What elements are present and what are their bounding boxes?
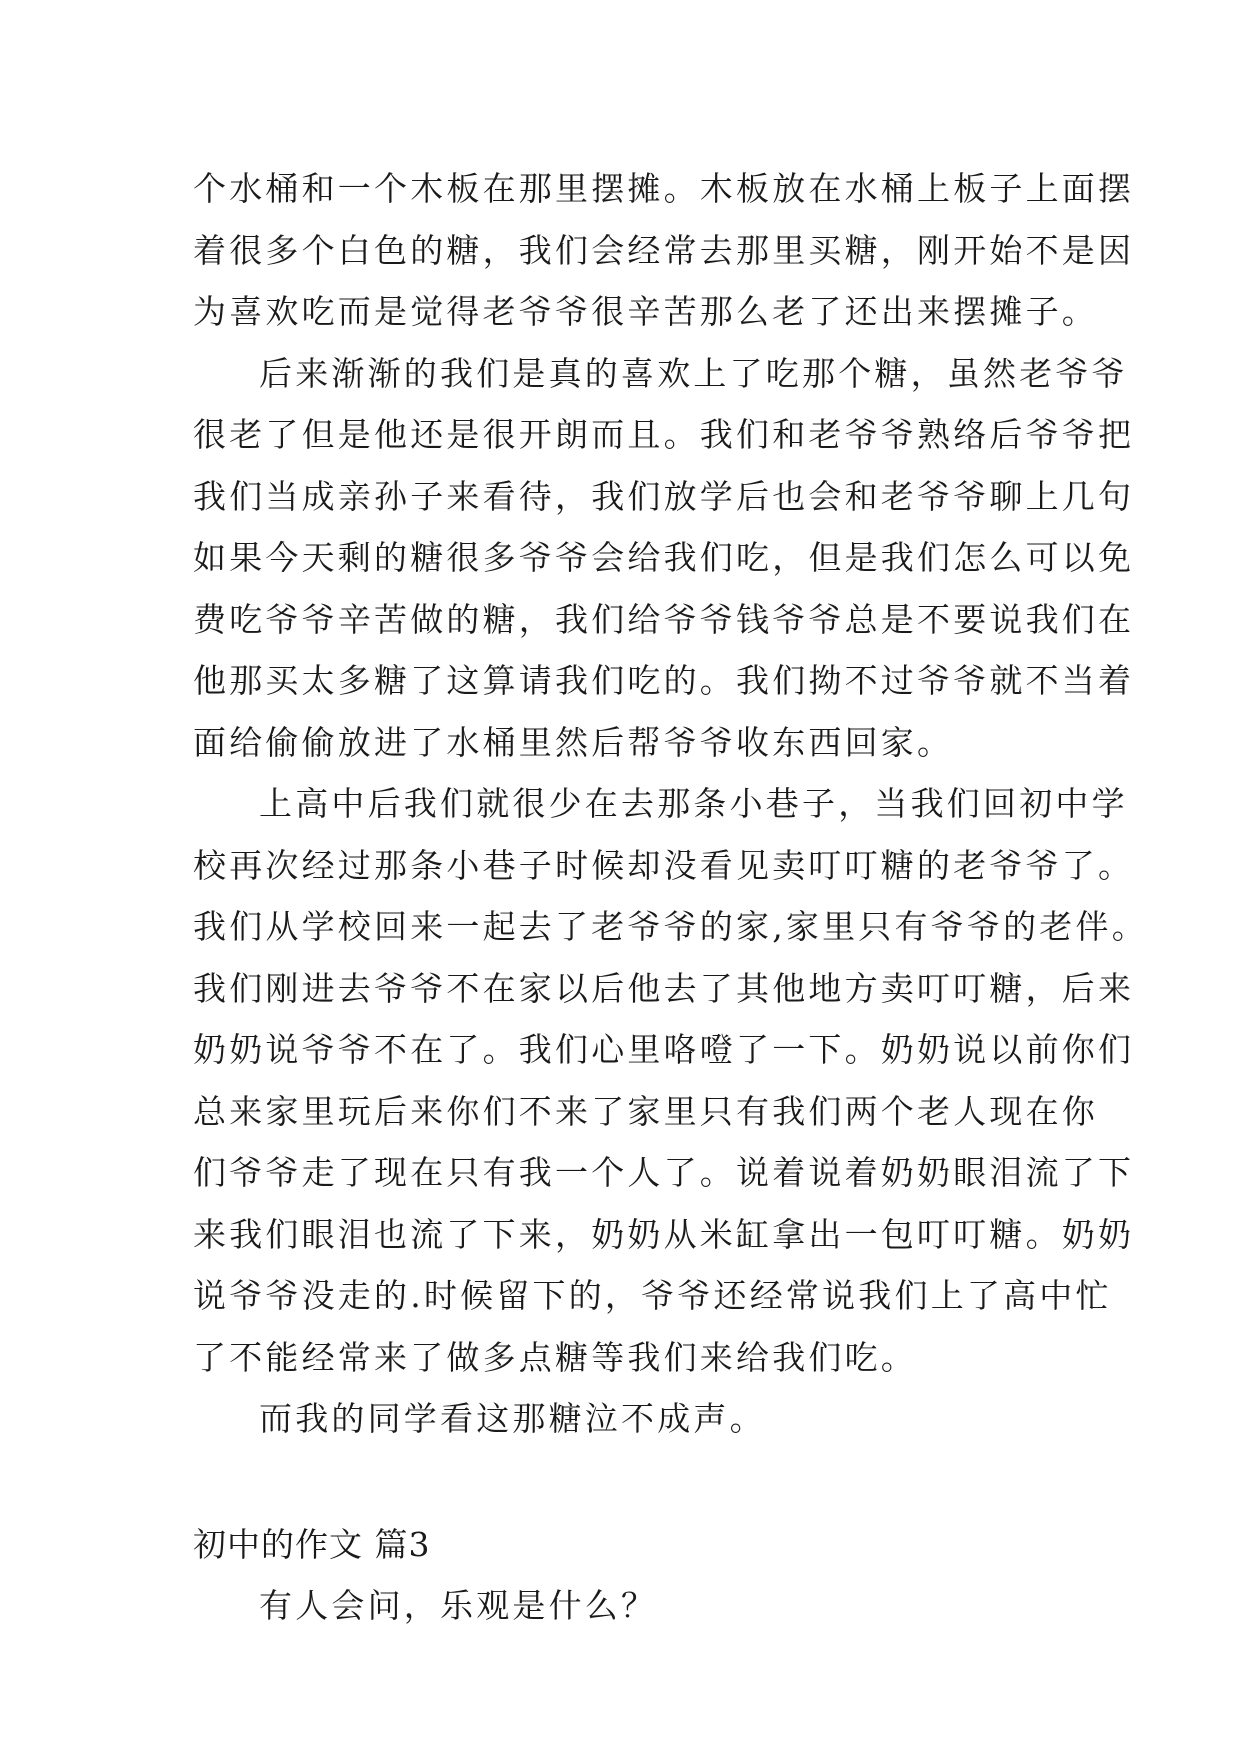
paragraph-start-line: 而我的同学看这那糖泣不成声。: [259, 1399, 766, 1438]
essay-body: [193, 158, 1148, 1637]
text-line: 着很多个白色的糖，我们会经常去那里买糖，刚开始不是因: [193, 230, 1135, 270]
text-line: 我们从学校回来一起去了老爷爷的家,家里只有爷爷的老伴。: [193, 907, 1148, 946]
text-line: 来我们眼泪也流了下来，奶奶从米缸拿出一包叮叮糖。奶奶: [193, 1214, 1135, 1254]
text-line: 如果今天剩的糖很多爷爷会给我们吃，但是我们怎么可以免: [193, 538, 1135, 577]
paragraph-start-line: 有人会问，乐观是什么？: [259, 1586, 658, 1625]
text-line: 为喜欢吃而是觉得老爷爷很辛苦那么老了还出来摆摊子。: [193, 292, 1098, 331]
text-line: 们爷爷走了现在只有我一个人了。说着说着奶奶眼泪流了下: [193, 1153, 1135, 1192]
section-gap: [193, 1450, 1073, 1514]
text-line: 奶奶说爷爷不在了。我们心里咯噔了一下。奶奶说以前你们: [193, 1030, 1135, 1069]
text-line: 很老了但是他还是很开朗而且。我们和老爷爷熟络后爷爷把: [193, 415, 1135, 454]
text-line: 我们刚进去爷爷不在家以后他去了其他地方卖叮叮糖，后来: [193, 968, 1135, 1008]
text-line: 校再次经过那条小巷子时候却没看见卖叮叮糖的老爷爷了。: [193, 845, 1135, 885]
text-line: 个水桶和一个木板在那里摆摊。木板放在水桶上板子上面摆: [193, 169, 1135, 208]
paragraph-start-line: 后来渐渐的我们是真的喜欢上了吃那个糖，虽然老爷爷: [259, 353, 1128, 393]
text-line: 了不能经常来了做多点糖等我们来给我们吃。: [193, 1337, 917, 1377]
text-line: 说爷爷没走的.时候留下的，爷爷还经常说我们上了高中忙: [193, 1276, 1112, 1315]
text-line: 他那买太多糖了这算请我们吃的。我们拗不过爷爷就不当着: [193, 661, 1135, 700]
text-line: 总来家里玩后来你们不来了家里只有我们两个老人现在你: [193, 1091, 1098, 1131]
section-heading: 初中的作文 篇3: [193, 1524, 431, 1564]
text-line: 费吃爷爷辛苦做的糖，我们给爷爷钱爷爷总是不要说我们在: [193, 599, 1135, 639]
text-line: 面给偷偷放进了水桶里然后帮爷爷收东西回家。: [193, 722, 954, 762]
paragraph-start-line: 上高中后我们就很少在去那条小巷子，当我们回初中学: [259, 784, 1128, 823]
text-line: 我们当成亲孙子来看待，我们放学后也会和老爷爷聊上几句: [193, 476, 1135, 516]
